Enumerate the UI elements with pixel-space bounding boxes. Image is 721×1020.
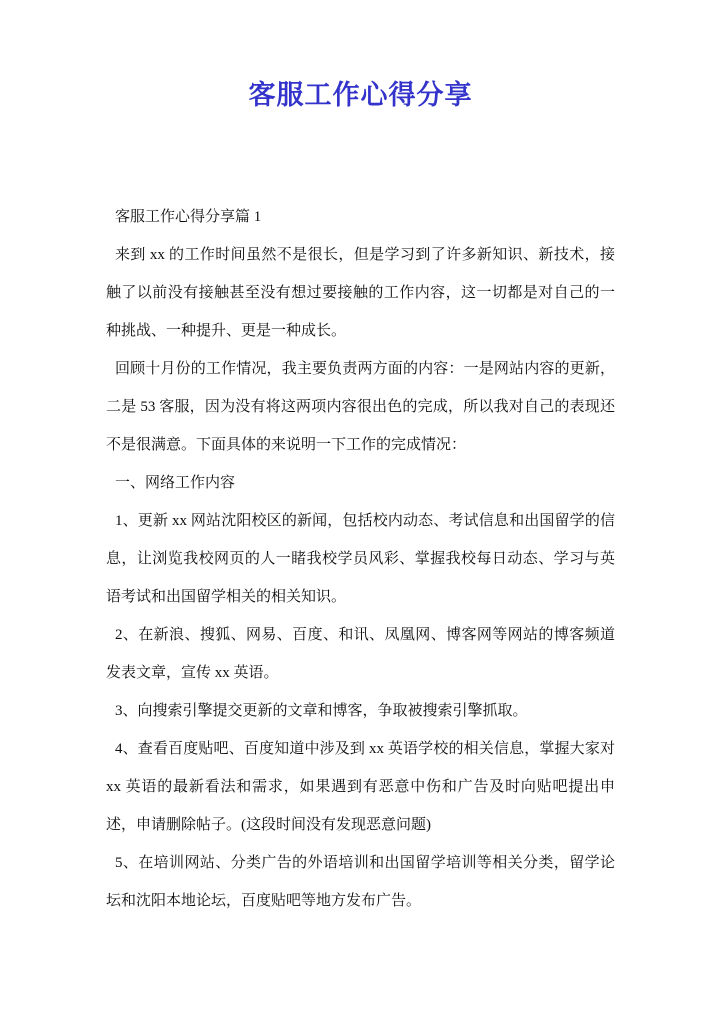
document-title: 客服工作心得分享 [248,80,473,110]
paragraph: 1、更新 xx 网站沈阳校区的新闻，包括校内动态、考试信息和出国留学的信息，让浏览我校网页的人一睹我校学员风彩、掌握我校每日动态、学习与英语考试和出国留学相关的相关知识。 [106,513,615,605]
paragraph: 客服工作心得分享篇 1 [115,209,262,225]
paragraph: 回顾十月份的工作情况，我主要负责两方面的内容：一是网站内容的更新，二是 53 客服，因为没有将这两项内容很出色的完成，所以我对自己的表现还不是很满意。下面具体的来说明一下工作的完成情况： [106,361,615,453]
paragraph: 来到 xx 的工作时间虽然不是很长，但是学习到了许多新知识、新技术，接触了以前没有接触甚至没有想过要接触的工作内容，这一切都是对自己的一种挑战、一种提升、更是一种成长。 [106,247,615,339]
document-body [106,198,615,920]
paragraph: 2、在新浪、搜狐、网易、百度、和讯、凤凰网、博客网等网站的博客频道发表文章，宣传 xx 英语。 [106,627,615,681]
paragraph: 一、网络工作内容 [115,475,236,491]
paragraph: 4、查看百度贴吧、百度知道中涉及到 xx 英语学校的相关信息，掌握大家对 xx 英语的最新看法和需求，如果遇到有恶意中伤和广告及时向贴吧提出申述，申请删除帖子。(这段时间没有发现恶意问题) [106,741,615,833]
paragraph: 3、向搜索引擎提交更新的文章和博客，争取被搜索引擎抓取。 [115,703,528,719]
paragraph: 5、在培训网站、分类广告的外语培训和出国留学培训等相关分类，留学论坛和沈阳本地论坛，百度贴吧等地方发布广告。 [106,855,615,909]
